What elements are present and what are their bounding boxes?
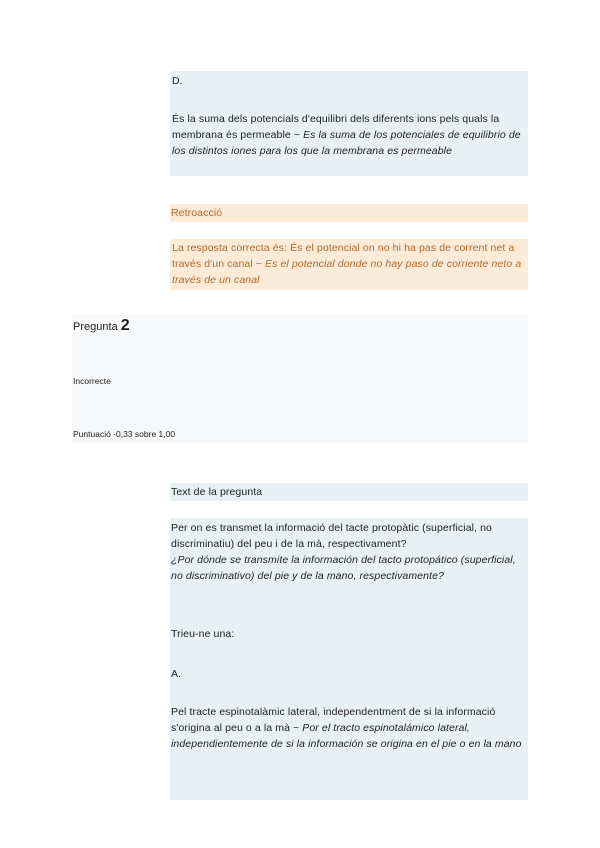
question-label: Pregunta [73, 321, 118, 333]
option-a-separator: ~ [293, 722, 300, 734]
question-status: Incorrecte [73, 376, 111, 386]
question-text-ca: Per on es transmet la informació del tacte protopàtic (superficial, no discriminatiu) del peu i de la mà, respectivament? [171, 522, 492, 550]
feedback-answer-ca: És el potencial on no hi ha pas de corrent net a través d'un canal [172, 242, 515, 270]
question-text-header: Text de la pregunta [170, 483, 528, 501]
option-d-card[interactable] [170, 71, 528, 176]
feedback-answer [170, 239, 528, 290]
question-score: Puntuació -0,33 sobre 1,00 [73, 429, 176, 439]
question-body [170, 518, 528, 800]
option-a-text-es: Por el tracto espinotalámico lateral, independientemente de si la información se origina en el pie o en la mano [171, 722, 522, 750]
option-d-letter: D. [172, 75, 183, 87]
choose-one-label: Trieu-ne una: [171, 628, 235, 640]
feedback-answer-es: Es el potencial donde no hay paso de corriente neto a través de un canal [172, 258, 522, 286]
option-d-text [172, 111, 522, 159]
feedback-title: Retroacció [170, 204, 528, 222]
feedback-prefix: La resposta correcta és: [172, 242, 288, 254]
option-a-text-ca: Pel tracte espinotalàmic lateral, independentment de si la informació s'origina al peu o a la mà [171, 706, 496, 734]
option-a-letter[interactable]: A. [171, 668, 182, 680]
question-info-block [72, 315, 528, 443]
option-d-text-es: Es la suma de los potenciales de equilibrio de los distintos iones para los que la membrana es permeable [172, 129, 521, 157]
question-text-es: ¿Por dónde se transmite la información del tacto protopático (superficial, no discriminativo) del pie y de la mano, respectivamente? [171, 554, 516, 582]
feedback-separator: ~ [255, 258, 262, 270]
option-d-separator: ~ [293, 129, 301, 141]
question-number: 2 [120, 317, 130, 334]
question-heading [73, 316, 130, 337]
option-a-text[interactable] [171, 704, 527, 752]
option-d-text-ca: És la suma dels potencials d'equilibri dels diferents ions pels quals la membrana és permeable [172, 113, 500, 141]
